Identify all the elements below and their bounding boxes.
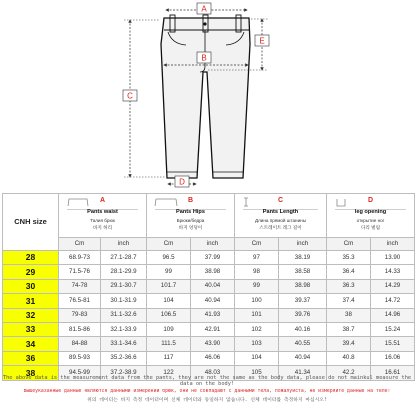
table-cell: 35.3 [327, 251, 371, 265]
unit-cell: Cm [327, 238, 371, 251]
table-cell: 102 [235, 322, 279, 336]
table-row [3, 294, 415, 308]
table-cell: 16.06 [371, 351, 415, 365]
disclaimer-en: The above data is the measurement data from the pants, they are not the same as the body data, please do not mainkul measure the data on the body! [2, 375, 412, 388]
column-header-d [327, 194, 415, 238]
table-cell: 74-78 [59, 279, 101, 293]
table-cell: 39.4 [327, 337, 371, 351]
table-cell: 40.8 [327, 351, 371, 365]
column-header-c [235, 194, 327, 238]
column-name-ko: 바지 엉덩이 [178, 225, 203, 230]
table-cell: 46.06 [191, 351, 235, 365]
column-name-ru: Брюки/бедра [176, 218, 205, 223]
table-cell: 38 [327, 308, 371, 322]
table-cell: 101.7 [147, 279, 191, 293]
pants-outline [161, 15, 250, 178]
column-header-b [147, 194, 235, 238]
table-cell: 39.76 [279, 308, 327, 322]
table-cell: 37.4 [327, 294, 371, 308]
table-row [3, 322, 415, 336]
column-name-ru: Длина прямой штанины [255, 218, 306, 223]
column-name: Pants waist [87, 209, 118, 215]
table-cell: 15.51 [371, 337, 415, 351]
table-cell: 28.1-29.9 [101, 265, 147, 279]
table-cell: 106.5 [147, 308, 191, 322]
table-cell: 68.9-73 [59, 251, 101, 265]
table-cell: 94.5-99 [59, 366, 101, 380]
table-cell: 38.98 [191, 265, 235, 279]
label-c: C [127, 91, 133, 101]
table-cell: 79-83 [59, 308, 101, 322]
table-cell: 76.5-81 [59, 294, 101, 308]
table-cell: 14.29 [371, 279, 415, 293]
table-cell: 101 [235, 308, 279, 322]
table-cell: 29.1-30.7 [101, 279, 147, 293]
table-cell: 13.90 [371, 251, 415, 265]
table-cell: 48.03 [191, 366, 235, 380]
table-cell: 42.91 [191, 322, 235, 336]
unit-cell: inch [191, 238, 235, 251]
table-cell: 42.2 [327, 366, 371, 380]
table-cell: 109 [147, 322, 191, 336]
table-cell: 32.1-33.9 [101, 322, 147, 336]
table-row [3, 337, 415, 351]
column-name: leg opening [354, 209, 387, 215]
size-cell: 29 [3, 265, 59, 279]
size-cell: 28 [3, 251, 59, 265]
table-row [3, 265, 415, 279]
unit-cell: inch [279, 238, 327, 251]
table-cell: 41.93 [191, 308, 235, 322]
table-cell: 40.94 [279, 351, 327, 365]
size-cell: 33 [3, 322, 59, 336]
table-cell: 104 [147, 294, 191, 308]
label-e: E [259, 36, 265, 46]
column-name: Pants Hips [176, 209, 205, 215]
unit-row [3, 238, 415, 251]
table-cell: 38.19 [279, 251, 327, 265]
label-d: D [179, 177, 185, 187]
table-cell: 105 [235, 366, 279, 380]
table-cell: 84-88 [59, 337, 101, 351]
unit-cell: inch [101, 238, 147, 251]
measure-c-length [123, 20, 165, 177]
table-row [3, 351, 415, 365]
table-cell: 89.5-93 [59, 351, 101, 365]
label-b: B [201, 53, 207, 63]
column-letter: A [99, 197, 106, 204]
table-cell: 111.5 [147, 337, 191, 351]
column-name-ko: 바지 허리 [92, 225, 113, 230]
table-cell: 122 [147, 366, 191, 380]
table-cell: 40.55 [279, 337, 327, 351]
table-cell: 30.1-31.9 [101, 294, 147, 308]
table-cell: 35.2-36.6 [101, 351, 147, 365]
disclaimer-ru: Вышеуказанные данные являются данными измерений брюк, они не совпадают с данными тела, пожалуйста, не измеряйте данные на теле! [23, 388, 391, 394]
table-cell: 15.24 [371, 322, 415, 336]
column-name-ko: 다리 벌림 [360, 225, 381, 230]
table-cell: 39.37 [279, 294, 327, 308]
table-cell: 16.61 [371, 366, 415, 380]
column-letter: D [367, 197, 374, 204]
unit-cell: inch [371, 238, 415, 251]
column-name-ko: 스트레이트 레그 길이 [259, 225, 302, 230]
table-cell: 98 [235, 265, 279, 279]
table-cell: 37.2-38.9 [101, 366, 147, 380]
size-cell: 30 [3, 279, 59, 293]
table-cell: 36.4 [327, 265, 371, 279]
measure-a-waist [166, 3, 247, 14]
table-cell: 40.04 [191, 279, 235, 293]
column-letter: C [277, 197, 284, 204]
column-name-ru: Талия брюк [90, 218, 115, 223]
column-header-a [59, 194, 147, 238]
unit-cell: Cm [59, 238, 101, 251]
table-cell: 38.58 [279, 265, 327, 279]
table-cell: 104 [235, 351, 279, 365]
table-cell: 33.1-34.6 [101, 337, 147, 351]
table-cell: 117 [147, 351, 191, 365]
table-cell: 27.1-28.7 [101, 251, 147, 265]
column-name-ru: открытие ног [356, 218, 385, 223]
table-cell: 96.5 [147, 251, 191, 265]
table-cell: 99 [235, 279, 279, 293]
table-cell: 41.34 [279, 366, 327, 380]
table-cell: 31.1-32.6 [101, 308, 147, 322]
table-header-row [3, 194, 415, 238]
table-cell: 97 [235, 251, 279, 265]
disclaimer-ko: 위의 데이터는 바지 측정 데이터이며 신체 데이터와 동일하지 않습니다. 신체 데이터를 측정하지 마십시오! [87, 397, 327, 403]
table-cell: 100 [235, 294, 279, 308]
table-cell: 37.99 [191, 251, 235, 265]
size-cell: 36 [3, 351, 59, 365]
unit-cell: Cm [147, 238, 191, 251]
table-row [3, 279, 415, 293]
table-cell: 40.16 [279, 322, 327, 336]
column-letter: B [187, 197, 194, 204]
table-cell: 14.96 [371, 308, 415, 322]
table-cell: 71.5-76 [59, 265, 101, 279]
table-cell: 38.98 [279, 279, 327, 293]
size-cell: 32 [3, 308, 59, 322]
table-cell: 14.72 [371, 294, 415, 308]
table-cell: 103 [235, 337, 279, 351]
size-cell: 38 [3, 366, 59, 380]
table-cell: 36.3 [327, 279, 371, 293]
size-header: CNH size [3, 194, 59, 251]
table-cell: 40.94 [191, 294, 235, 308]
column-name: Pants Length [262, 209, 299, 215]
size-cell: 34 [3, 337, 59, 351]
table-cell: 99 [147, 265, 191, 279]
size-table [2, 193, 415, 381]
table-row [3, 251, 415, 265]
label-a: A [201, 4, 207, 14]
disclaimer-note [2, 365, 412, 416]
table-cell: 14.33 [371, 265, 415, 279]
table-cell: 81.5-86 [59, 322, 101, 336]
table-row [3, 308, 415, 322]
pants-measurement-diagram [0, 0, 416, 192]
table-cell: 43.90 [191, 337, 235, 351]
table-cell: 38.7 [327, 322, 371, 336]
size-cell: 31 [3, 294, 59, 308]
unit-cell: Cm [235, 238, 279, 251]
